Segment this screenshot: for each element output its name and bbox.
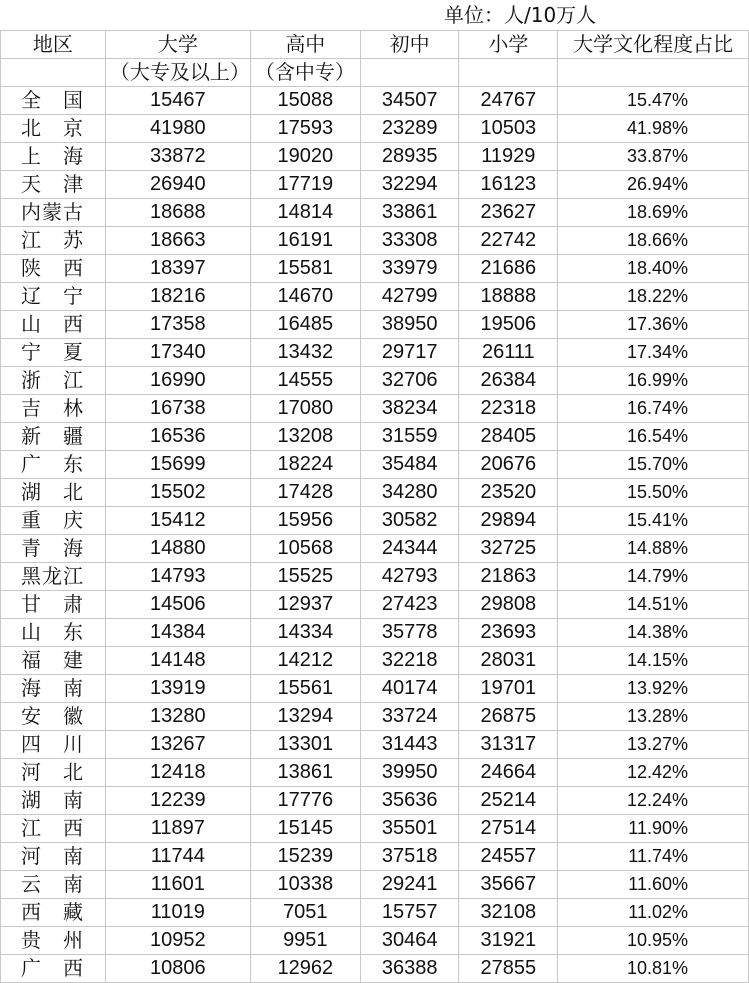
cell-junior-high[interactable]: 38950	[360, 311, 459, 339]
cell-university[interactable]: 41980	[105, 115, 250, 143]
cell-junior-high[interactable]: 29717	[360, 339, 459, 367]
cell-university[interactable]: 11019	[105, 899, 250, 927]
cell-ratio[interactable]: 16.54%	[558, 423, 749, 451]
cell-university[interactable]: 11601	[105, 871, 250, 899]
cell-university[interactable]: 12418	[105, 759, 250, 787]
cell-high-school[interactable]: 17593	[250, 115, 360, 143]
cell-high-school[interactable]: 16485	[250, 311, 360, 339]
cell-high-school[interactable]: 15525	[250, 563, 360, 591]
cell-high-school[interactable]: 12962	[250, 955, 360, 983]
table-row	[1, 311, 749, 339]
cell-university[interactable]: 17358	[105, 311, 250, 339]
cell-ratio[interactable]: 13.27%	[558, 731, 749, 759]
cell-ratio[interactable]: 11.90%	[558, 815, 749, 843]
cell-ratio[interactable]: 15.50%	[558, 479, 749, 507]
cell-high-school[interactable]: 15956	[250, 507, 360, 535]
cell-university[interactable]: 17340	[105, 339, 250, 367]
cell-region[interactable]: 天 津	[1, 171, 106, 199]
cell-university[interactable]: 13267	[105, 731, 250, 759]
cell-junior-high[interactable]: 33979	[360, 255, 459, 283]
cell-primary[interactable]: 32725	[459, 535, 558, 563]
cell-junior-high[interactable]: 29241	[360, 871, 459, 899]
cell-primary[interactable]: 26875	[459, 703, 558, 731]
subheader-university[interactable]: （大专及以上）	[105, 59, 250, 87]
subheader-row	[1, 59, 749, 87]
cell-ratio[interactable]: 13.92%	[558, 675, 749, 703]
cell-high-school[interactable]: 14670	[250, 283, 360, 311]
cell-ratio[interactable]: 12.24%	[558, 787, 749, 815]
cell-region[interactable]: 上 海	[1, 143, 106, 171]
cell-region[interactable]: 湖 南	[1, 787, 106, 815]
cell-high-school[interactable]: 10338	[250, 871, 360, 899]
cell-high-school[interactable]: 17080	[250, 395, 360, 423]
cell-primary[interactable]: 24557	[459, 843, 558, 871]
cell-region[interactable]: 辽 宁	[1, 283, 106, 311]
cell-primary[interactable]: 20676	[459, 451, 558, 479]
cell-ratio[interactable]: 18.69%	[558, 199, 749, 227]
cell-region[interactable]: 山 西	[1, 311, 106, 339]
cell-primary[interactable]: 22742	[459, 227, 558, 255]
table-row	[1, 591, 749, 619]
table-row	[1, 871, 749, 899]
table-row	[1, 731, 749, 759]
cell-ratio[interactable]: 16.74%	[558, 395, 749, 423]
cell-university[interactable]: 14148	[105, 647, 250, 675]
table-row	[1, 171, 749, 199]
cell-high-school[interactable]: 14814	[250, 199, 360, 227]
cell-primary[interactable]: 29808	[459, 591, 558, 619]
cell-primary[interactable]: 28031	[459, 647, 558, 675]
header-ratio[interactable]: 大学文化程度占比	[558, 31, 749, 59]
table-body	[1, 31, 749, 983]
cell-junior-high[interactable]: 35501	[360, 815, 459, 843]
cell-ratio[interactable]: 41.98%	[558, 115, 749, 143]
cell-ratio[interactable]: 14.15%	[558, 647, 749, 675]
cell-primary[interactable]: 21863	[459, 563, 558, 591]
cell-ratio[interactable]: 15.47%	[558, 87, 749, 115]
cell-ratio[interactable]: 14.79%	[558, 563, 749, 591]
table-row	[1, 339, 749, 367]
cell-university[interactable]: 18688	[105, 199, 250, 227]
cell-region[interactable]: 全 国	[1, 87, 106, 115]
cell-university[interactable]: 26940	[105, 171, 250, 199]
cell-primary[interactable]: 24767	[459, 87, 558, 115]
cell-primary[interactable]: 31317	[459, 731, 558, 759]
cell-university[interactable]: 15699	[105, 451, 250, 479]
cell-junior-high[interactable]: 35484	[360, 451, 459, 479]
cell-region[interactable]: 甘 肃	[1, 591, 106, 619]
cell-junior-high[interactable]: 33861	[360, 199, 459, 227]
cell-primary[interactable]: 25214	[459, 787, 558, 815]
table-row	[1, 143, 749, 171]
cell-region[interactable]: 江 苏	[1, 227, 106, 255]
cell-high-school[interactable]: 12937	[250, 591, 360, 619]
cell-region[interactable]: 北 京	[1, 115, 106, 143]
cell-region[interactable]: 陕 西	[1, 255, 106, 283]
cell-region[interactable]: 西 藏	[1, 899, 106, 927]
cell-university[interactable]: 15412	[105, 507, 250, 535]
cell-junior-high[interactable]: 35636	[360, 787, 459, 815]
subheader-empty[interactable]	[360, 59, 459, 87]
cell-ratio[interactable]: 11.74%	[558, 843, 749, 871]
cell-high-school[interactable]: 9951	[250, 927, 360, 955]
cell-university[interactable]: 14793	[105, 563, 250, 591]
cell-junior-high[interactable]: 32706	[360, 367, 459, 395]
cell-junior-high[interactable]: 34280	[360, 479, 459, 507]
header-region[interactable]: 地区	[1, 31, 106, 59]
cell-university[interactable]: 16990	[105, 367, 250, 395]
cell-region[interactable]: 浙 江	[1, 367, 106, 395]
cell-region[interactable]: 贵 州	[1, 927, 106, 955]
header-high-school[interactable]: 高中	[250, 31, 360, 59]
cell-primary[interactable]: 26384	[459, 367, 558, 395]
cell-ratio[interactable]: 14.38%	[558, 619, 749, 647]
cell-high-school[interactable]: 10568	[250, 535, 360, 563]
subheader-empty[interactable]	[1, 59, 106, 87]
cell-ratio[interactable]: 11.60%	[558, 871, 749, 899]
table-row	[1, 535, 749, 563]
cell-primary[interactable]: 32108	[459, 899, 558, 927]
table-row	[1, 927, 749, 955]
cell-primary[interactable]: 23520	[459, 479, 558, 507]
cell-region[interactable]: 福 建	[1, 647, 106, 675]
cell-junior-high[interactable]: 42793	[360, 563, 459, 591]
table-row	[1, 255, 749, 283]
cell-region[interactable]: 河 南	[1, 843, 106, 871]
cell-region[interactable]: 云 南	[1, 871, 106, 899]
cell-ratio[interactable]: 18.40%	[558, 255, 749, 283]
cell-junior-high[interactable]: 31559	[360, 423, 459, 451]
cell-high-school[interactable]: 15561	[250, 675, 360, 703]
cell-junior-high[interactable]: 42799	[360, 283, 459, 311]
cell-university[interactable]: 14384	[105, 619, 250, 647]
cell-high-school[interactable]: 17719	[250, 171, 360, 199]
cell-university[interactable]: 16536	[105, 423, 250, 451]
cell-university[interactable]: 18663	[105, 227, 250, 255]
header-junior-high[interactable]: 初中	[360, 31, 459, 59]
cell-university[interactable]: 11897	[105, 815, 250, 843]
table-row	[1, 283, 749, 311]
cell-high-school[interactable]: 14555	[250, 367, 360, 395]
header-university[interactable]: 大学	[105, 31, 250, 59]
cell-junior-high[interactable]: 34507	[360, 87, 459, 115]
table-row	[1, 647, 749, 675]
cell-region[interactable]: 青 海	[1, 535, 106, 563]
table-row	[1, 759, 749, 787]
cell-ratio[interactable]: 11.02%	[558, 899, 749, 927]
cell-primary[interactable]: 27855	[459, 955, 558, 983]
cell-primary[interactable]: 29894	[459, 507, 558, 535]
cell-primary[interactable]: 19701	[459, 675, 558, 703]
table-row	[1, 815, 749, 843]
cell-high-school[interactable]: 15239	[250, 843, 360, 871]
table-row	[1, 227, 749, 255]
cell-region[interactable]: 安 徽	[1, 703, 106, 731]
table-row	[1, 367, 749, 395]
cell-ratio[interactable]: 14.51%	[558, 591, 749, 619]
cell-primary[interactable]: 35667	[459, 871, 558, 899]
table-row	[1, 115, 749, 143]
cell-junior-high[interactable]: 39950	[360, 759, 459, 787]
cell-junior-high[interactable]: 38234	[360, 395, 459, 423]
subheader-high-school[interactable]: （含中专）	[250, 59, 360, 87]
cell-region[interactable]: 海 南	[1, 675, 106, 703]
cell-primary[interactable]: 10503	[459, 115, 558, 143]
cell-ratio[interactable]: 33.87%	[558, 143, 749, 171]
cell-junior-high[interactable]: 40174	[360, 675, 459, 703]
table-row	[1, 843, 749, 871]
cell-primary[interactable]: 23627	[459, 199, 558, 227]
cell-primary[interactable]: 19506	[459, 311, 558, 339]
cell-university[interactable]: 14506	[105, 591, 250, 619]
cell-ratio[interactable]: 15.41%	[558, 507, 749, 535]
cell-primary[interactable]: 23693	[459, 619, 558, 647]
cell-ratio[interactable]: 26.94%	[558, 171, 749, 199]
cell-region[interactable]: 新 疆	[1, 423, 106, 451]
cell-ratio[interactable]: 10.95%	[558, 927, 749, 955]
cell-ratio[interactable]: 17.36%	[558, 311, 749, 339]
table-row	[1, 619, 749, 647]
header-row	[1, 31, 749, 59]
cell-university[interactable]: 18397	[105, 255, 250, 283]
cell-region[interactable]: 吉 林	[1, 395, 106, 423]
cell-region[interactable]: 四 川	[1, 731, 106, 759]
cell-junior-high[interactable]: 35778	[360, 619, 459, 647]
cell-ratio[interactable]: 15.70%	[558, 451, 749, 479]
cell-high-school[interactable]: 13301	[250, 731, 360, 759]
cell-region[interactable]: 宁 夏	[1, 339, 106, 367]
cell-high-school[interactable]: 17776	[250, 787, 360, 815]
subheader-empty[interactable]	[459, 59, 558, 87]
cell-junior-high[interactable]: 33724	[360, 703, 459, 731]
cell-high-school[interactable]: 13432	[250, 339, 360, 367]
cell-high-school[interactable]: 14334	[250, 619, 360, 647]
table-row	[1, 899, 749, 927]
cell-high-school[interactable]: 17428	[250, 479, 360, 507]
cell-region[interactable]: 江 西	[1, 815, 106, 843]
cell-junior-high[interactable]: 23289	[360, 115, 459, 143]
table-row	[1, 955, 749, 983]
table-row	[1, 199, 749, 227]
cell-junior-high[interactable]: 31443	[360, 731, 459, 759]
cell-ratio[interactable]: 10.81%	[558, 955, 749, 983]
cell-junior-high[interactable]: 30582	[360, 507, 459, 535]
cell-university[interactable]: 14880	[105, 535, 250, 563]
cell-region[interactable]: 广 西	[1, 955, 106, 983]
cell-junior-high[interactable]: 15757	[360, 899, 459, 927]
cell-junior-high[interactable]: 28935	[360, 143, 459, 171]
cell-high-school[interactable]: 7051	[250, 899, 360, 927]
cell-ratio[interactable]: 18.66%	[558, 227, 749, 255]
cell-primary[interactable]: 24664	[459, 759, 558, 787]
table-row	[1, 423, 749, 451]
cell-primary[interactable]: 16123	[459, 171, 558, 199]
cell-university[interactable]: 11744	[105, 843, 250, 871]
table-row	[1, 451, 749, 479]
cell-high-school[interactable]: 13208	[250, 423, 360, 451]
cell-region[interactable]: 湖 北	[1, 479, 106, 507]
cell-university[interactable]: 13280	[105, 703, 250, 731]
cell-high-school[interactable]: 13861	[250, 759, 360, 787]
unit-label: 单位：人/10万人	[444, 3, 597, 27]
cell-region[interactable]: 重 庆	[1, 507, 106, 535]
unit-line	[0, 0, 749, 30]
cell-region[interactable]: 内蒙古	[1, 199, 106, 227]
cell-high-school[interactable]: 19020	[250, 143, 360, 171]
cell-ratio[interactable]: 17.34%	[558, 339, 749, 367]
table-row	[1, 87, 749, 115]
subheader-empty[interactable]	[558, 59, 749, 87]
table-row	[1, 787, 749, 815]
cell-region[interactable]: 山 东	[1, 619, 106, 647]
cell-high-school[interactable]: 15145	[250, 815, 360, 843]
cell-primary[interactable]: 21686	[459, 255, 558, 283]
data-table	[0, 30, 749, 983]
cell-high-school[interactable]: 15581	[250, 255, 360, 283]
cell-primary[interactable]: 28405	[459, 423, 558, 451]
cell-university[interactable]: 15467	[105, 87, 250, 115]
cell-junior-high[interactable]: 32294	[360, 171, 459, 199]
header-primary[interactable]: 小学	[459, 31, 558, 59]
cell-university[interactable]: 12239	[105, 787, 250, 815]
cell-region[interactable]: 广 东	[1, 451, 106, 479]
table-row	[1, 703, 749, 731]
cell-university[interactable]: 16738	[105, 395, 250, 423]
cell-primary[interactable]: 18888	[459, 283, 558, 311]
cell-primary[interactable]: 11929	[459, 143, 558, 171]
cell-junior-high[interactable]: 24344	[360, 535, 459, 563]
table-row	[1, 395, 749, 423]
cell-ratio[interactable]: 18.22%	[558, 283, 749, 311]
table-row	[1, 507, 749, 535]
cell-high-school[interactable]: 13294	[250, 703, 360, 731]
table-row	[1, 563, 749, 591]
table-row	[1, 675, 749, 703]
cell-junior-high[interactable]: 27423	[360, 591, 459, 619]
cell-high-school[interactable]: 14212	[250, 647, 360, 675]
cell-university[interactable]: 15502	[105, 479, 250, 507]
cell-ratio[interactable]: 16.99%	[558, 367, 749, 395]
cell-junior-high[interactable]: 36388	[360, 955, 459, 983]
cell-primary[interactable]: 26111	[459, 339, 558, 367]
cell-university[interactable]: 18216	[105, 283, 250, 311]
cell-university[interactable]: 10806	[105, 955, 250, 983]
cell-ratio[interactable]: 14.88%	[558, 535, 749, 563]
cell-university[interactable]: 13919	[105, 675, 250, 703]
cell-primary[interactable]: 22318	[459, 395, 558, 423]
cell-university[interactable]: 10952	[105, 927, 250, 955]
cell-ratio[interactable]: 13.28%	[558, 703, 749, 731]
cell-region[interactable]: 黑龙江	[1, 563, 106, 591]
cell-junior-high[interactable]: 33308	[360, 227, 459, 255]
cell-high-school[interactable]: 15088	[250, 87, 360, 115]
cell-primary[interactable]: 31921	[459, 927, 558, 955]
cell-university[interactable]: 33872	[105, 143, 250, 171]
cell-primary[interactable]: 27514	[459, 815, 558, 843]
cell-region[interactable]: 河 北	[1, 759, 106, 787]
table-row	[1, 479, 749, 507]
cell-junior-high[interactable]: 37518	[360, 843, 459, 871]
cell-ratio[interactable]: 12.42%	[558, 759, 749, 787]
cell-high-school[interactable]: 16191	[250, 227, 360, 255]
cell-junior-high[interactable]: 30464	[360, 927, 459, 955]
cell-high-school[interactable]: 18224	[250, 451, 360, 479]
cell-junior-high[interactable]: 32218	[360, 647, 459, 675]
